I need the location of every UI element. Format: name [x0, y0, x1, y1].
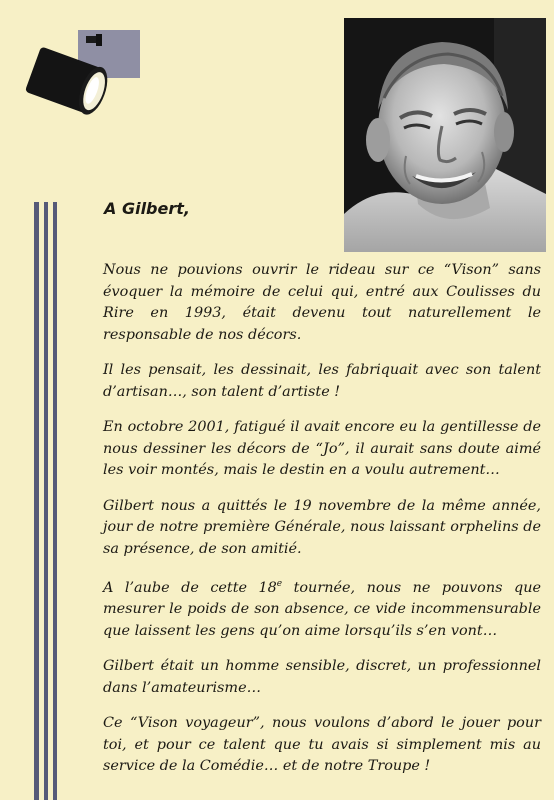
- paragraph-text: tournée, nous ne pouvons que mesurer le poids de son absence, ce vide incommensurable que laissent les gens qu’on aime lorsqu’ils s’en vont…: [103, 579, 541, 639]
- decorative-stripe: [34, 202, 39, 800]
- paragraph-text: A l’aube de cette 18: [103, 579, 277, 596]
- ordinal-suffix: e: [276, 579, 283, 589]
- paragraph: Ce “Vison voyageur”, nous voulons d’abord le jouer pour toi, et pour ce talent que tu avais si simplement mis au service de la Comédie… et de notre Troupe !: [103, 715, 541, 775]
- paragraph: Nous ne pouvions ouvrir le rideau sur ce “Vison” sans évoquer la mémoire de celui qui, entré aux Coulisses du Rire en 1993, était devenu tout naturellement le responsable de nos décors.: [103, 262, 541, 343]
- paragraph: Gilbert nous a quittés le 19 novembre de la même année, jour de notre première Générale, nous laissant orphelins de sa présence, de son amitié.: [103, 497, 541, 557]
- paragraph: [103, 574, 541, 642]
- paragraph: Gilbert était un homme sensible, discret, un professionnel dans l’amateurisme…: [103, 658, 541, 696]
- paragraph: Il les pensait, les dessinait, les fabriquait avec son talent d’artisan…, son talent d’artiste !: [103, 362, 541, 400]
- decorative-stripe: [44, 202, 48, 800]
- spotlight-icon: [22, 28, 142, 128]
- decorative-stripe: [53, 202, 57, 800]
- dedication-heading: A Gilbert,: [104, 199, 190, 218]
- paragraph: En octobre 2001, fatigué il avait encore eu la gentillesse de nous dessiner les décors de “Jo”, il aurait sans doute aimé les voir montés, mais le destin en a voulu autrement…: [103, 419, 541, 478]
- tribute-text: [103, 260, 541, 792]
- portrait-photo: [344, 18, 546, 252]
